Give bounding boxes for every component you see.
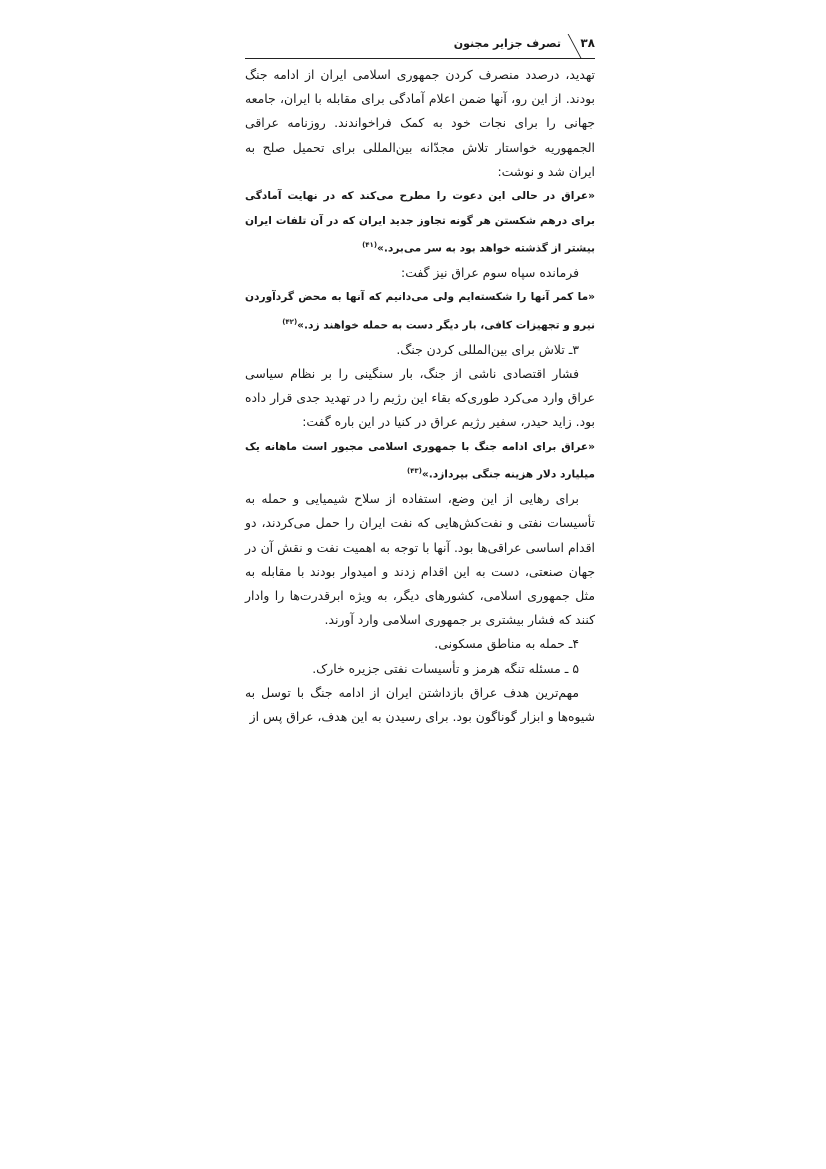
page-number: ۳۸ (580, 36, 595, 50)
book-page (245, 32, 595, 729)
reference-41: (۴۱) (362, 241, 378, 250)
quote-2-text: «ما کمر آنها را شکسته‌ایم ولی می‌دانیم که آنها به محض گردآوردن نیرو و تجهیزات کافی، بار دیگر دست به حمله خواهند زد.» (245, 291, 595, 332)
list-item-5: ۵ ـ مسئله تنگه هرمز و تأسیسات نفتی جزیره خارک. (312, 660, 579, 676)
running-title: تصرف جزایر مجنون (453, 37, 561, 50)
page-header (245, 32, 595, 59)
quote-3 (245, 435, 595, 488)
quote-1 (245, 184, 595, 261)
reference-42: (۴۲) (282, 317, 298, 326)
paragraph-3: فشار اقتصادی ناشی از جنگ، بار سنگینی را بر نظام سیاسی عراق وارد می‌کرد طوری‌که بقاء این رژیم را در تهدید جدی قرار داده بود. زاید حیدر، سفیر رژیم عراق در کنیا در این باره گفت: (245, 365, 595, 430)
paragraph-2: فرمانده سپاه سوم عراق نیز گفت: (401, 265, 579, 281)
quote-2 (245, 285, 595, 338)
header-divider (568, 34, 582, 58)
quote-3-text: «عراق برای ادامه جنگ با جمهوری اسلامی مجبور است ماهانه یک میلیارد دلار هزینه جنگی بپردازد.» (245, 440, 595, 481)
quote-1-text: «عراق در حالی این دعوت را مطرح می‌کند که در نهایت آمادگی برای درهم شکستن هر گونه تجاوز جدید ایران که در آن تلفات ایران بیشتر از گذشته خواهد بود به سر می‌برد.» (245, 190, 595, 255)
paragraph-1: تهدید، درصدد منصرف کردن جمهوری اسلامی ایران از ادامه جنگ بودند. از این رو، آنها ضمن اعلام آمادگی برای مقابله با ایران، جامعه جهانی را برای نجات خود به کمک فراخواندند. روزنامه عراقی الجمهوریه خواستار تلاش مجدّانه بین‌المللی برای تحمیل صلح به ایران شد و نوشت: (245, 67, 595, 179)
reference-43: (۴۳) (406, 467, 422, 476)
paragraph-5: مهم‌ترین هدف عراق بازداشتن ایران از ادامه جنگ با توسل به شیوه‌ها و ابزار گوناگون بود. برای رسیدن به این هدف، عراق پس از (245, 684, 595, 724)
list-item-4: ۴ـ حمله به مناطق مسکونی. (434, 636, 579, 652)
paragraph-4: برای رهایی از این وضع، استفاده از سلاح شیمیایی و حمله به تأسیسات نفتی و نفت‌کش‌هایی که نفت ایران را حمل می‌کردند، دو اقدام اساسی عراقی‌ها بود. آنها با توجه به اهمیت نفت و نقش آن در جهان صنعتی، دست به این اقدام زدند و امیدوار بودند با مقابله به مثل جمهوری اسلامی، کشورهای دیگر، به ویژه ابرقدرت‌ها را وادار کنند که فشار بیشتری بر جمهوری اسلامی وارد آورند. (245, 491, 595, 628)
list-item-3: ۳ـ تلاش برای بین‌المللی کردن جنگ. (396, 341, 579, 357)
